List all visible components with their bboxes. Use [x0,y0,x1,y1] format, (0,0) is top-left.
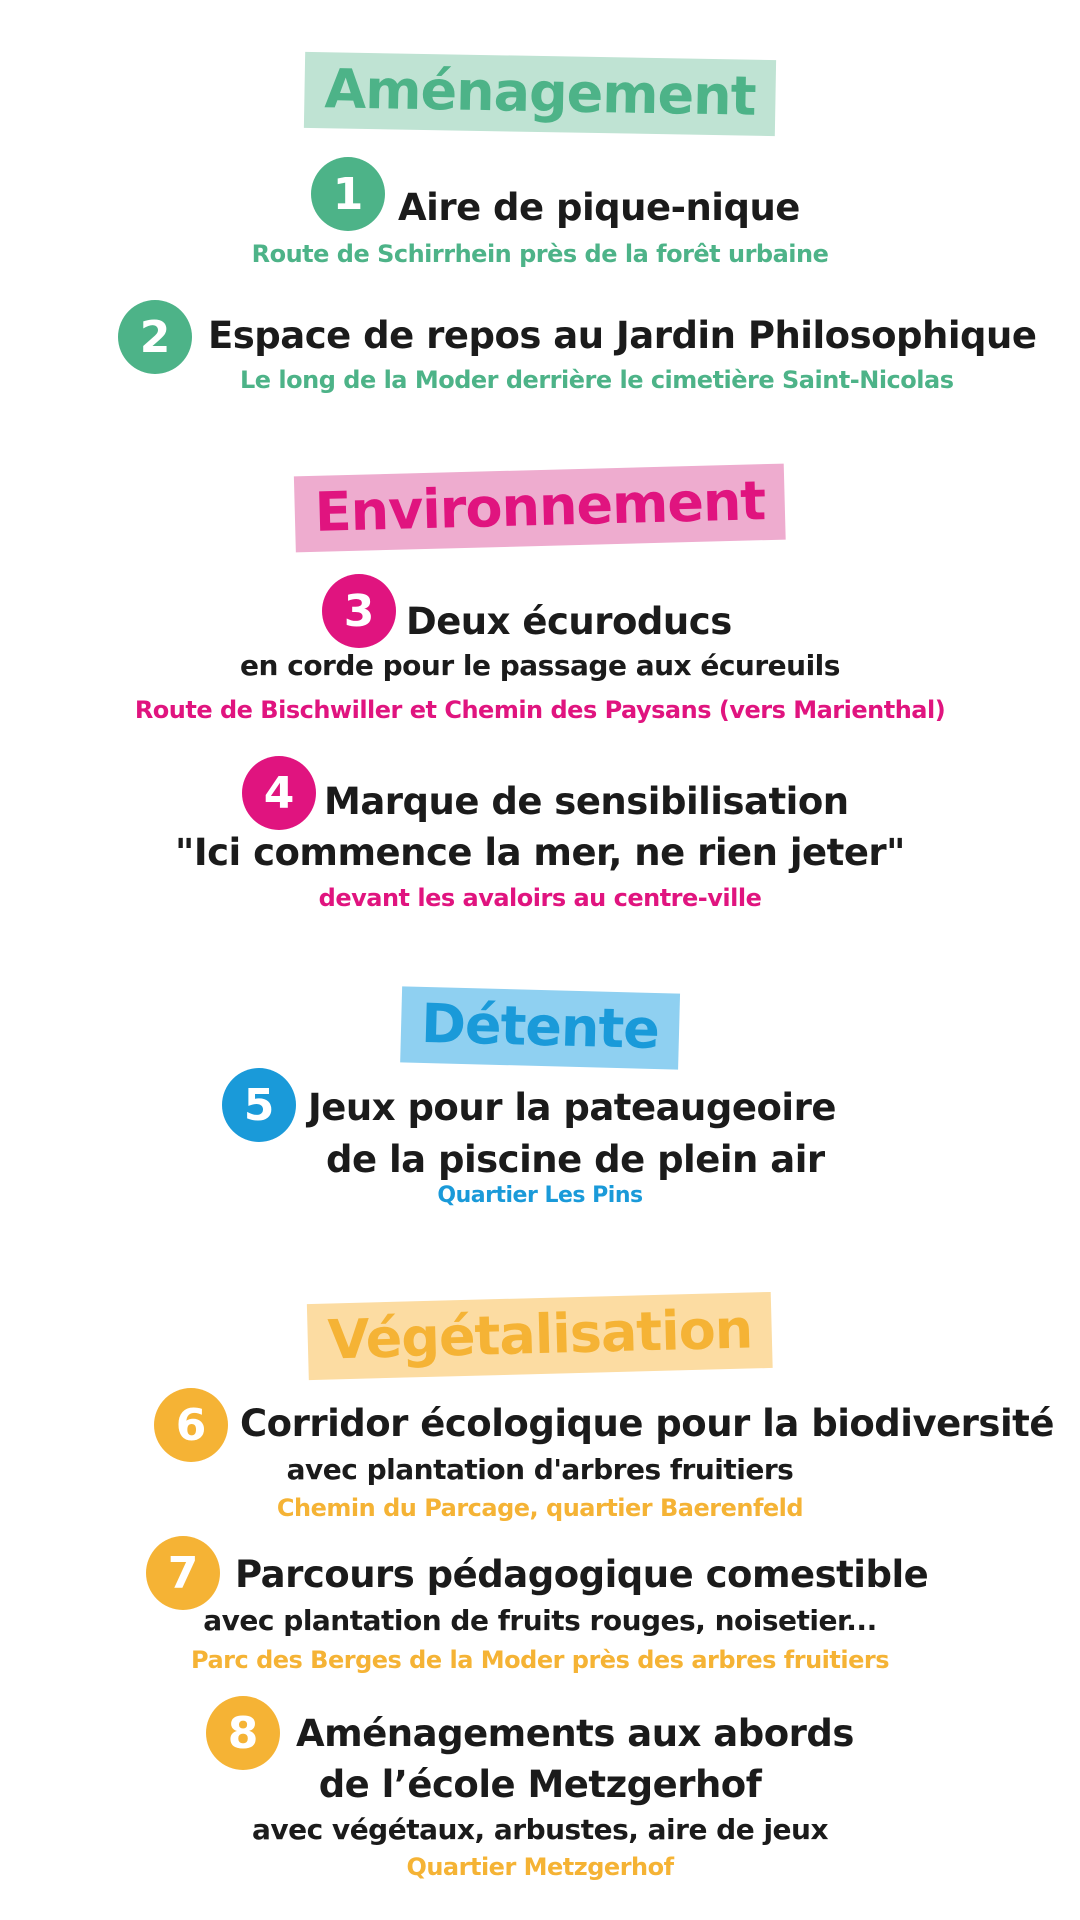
item-location: Chemin du Parcage, quartier Baerenfeld [276,1494,804,1522]
item-title: Parcours pédagogique comestible [235,1553,929,1596]
item-location: Le long de la Moder derrière le cimetière Saint-Nicolas [240,366,954,394]
item-location: Quartier Les Pins [437,1183,643,1208]
item-number-badge: 6 [154,1388,228,1462]
item-subtitle: en corde pour le passage aux écureuils [240,649,840,682]
item-title: Deux écuroducs [406,600,732,643]
item-subtitle: avec végétaux, arbustes, aire de jeux [251,1813,829,1846]
section-title-detente: Détente [400,986,680,1069]
item-number-badge: 4 [242,756,316,830]
item-location: Parc des Berges de la Moder près des arbres fruitiers [191,1646,889,1674]
item-title-line-2: de l’école Metzgerhof [318,1763,762,1806]
section-title-vegetalisation: Végétalisation [307,1292,773,1380]
item-title-line-2: de la piscine de plein air [326,1138,825,1181]
item-number-badge: 7 [146,1536,220,1610]
item-title: Aire de pique-nique [398,186,800,229]
item-number-badge: 5 [222,1068,296,1142]
item-number-badge: 3 [322,574,396,648]
item-number-badge: 2 [118,300,192,374]
item-number-badge: 8 [206,1696,280,1770]
item-number-badge: 1 [311,157,385,231]
section-title-environnement: Environnement [294,464,786,553]
item-title: Espace de repos au Jardin Philosophique [208,314,1037,357]
item-title: Aménagements aux abords [296,1712,854,1755]
item-title: Corridor écologique pour la biodiversité [240,1402,1054,1445]
item-location: Quartier Metzgerhof [406,1853,674,1881]
item-location: devant les avaloirs au centre-ville [318,884,762,912]
item-location: Route de Bischwiller et Chemin des Paysans (vers Marienthal) [134,696,946,724]
section-title-amenagement: Aménagement [304,52,776,136]
item-location: Route de Schirrhein près de la forêt urbaine [251,240,829,268]
item-title: Marque de sensibilisation [324,780,849,823]
item-subtitle: avec plantation de fruits rouges, noisetier... [203,1604,877,1637]
item-title-line-2: "Ici commence la mer, ne rien jeter" [175,831,905,874]
item-subtitle: avec plantation d'arbres fruitiers [286,1453,794,1486]
item-title: Jeux pour la pateaugeoire [308,1086,836,1129]
